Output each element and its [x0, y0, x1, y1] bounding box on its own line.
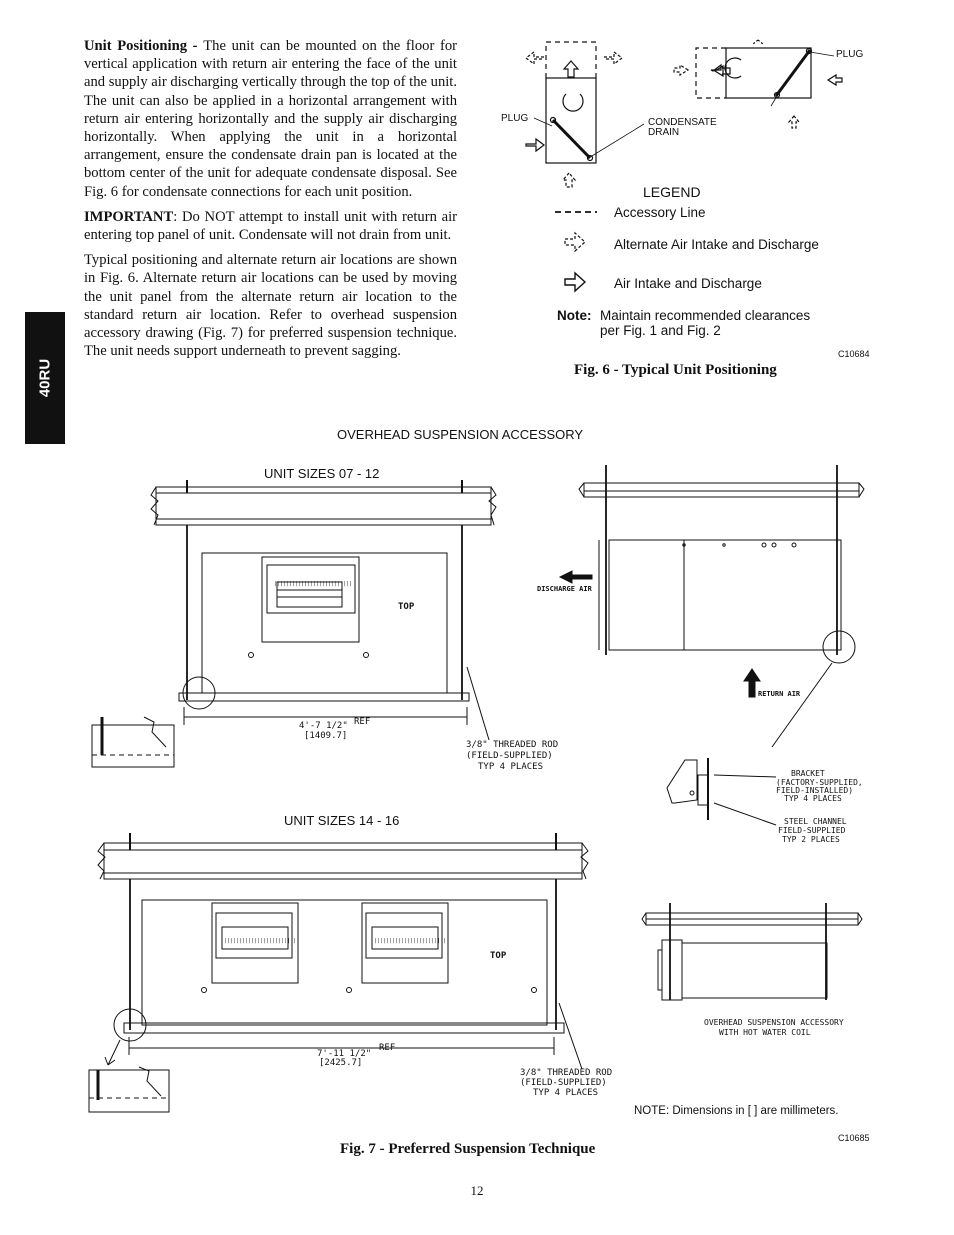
- bracket-detail: [667, 758, 863, 844]
- vertical-unit: [526, 42, 622, 187]
- rod-label-large-3: TYP 4 PLACES: [533, 1088, 599, 1098]
- dim-large-imperial: 7'-11 1/2": [317, 1049, 372, 1059]
- rod-label-small-2: (FIELD-SUPPLIED): [466, 751, 553, 761]
- alternate-air-icon: [565, 233, 585, 251]
- fig6-code: C10684: [838, 349, 870, 359]
- top-label-small: TOP: [398, 602, 415, 612]
- unit-sizes-14-16-label: UNIT SIZES 14 - 16: [284, 813, 400, 828]
- bracket-label-1: BRACKET: [791, 769, 825, 778]
- fig6-caption: Fig. 6 - Typical Unit Positioning: [574, 362, 777, 378]
- fig7-title: OVERHEAD SUSPENSION ACCESSORY: [337, 427, 584, 442]
- legend-title: LEGEND: [643, 184, 701, 200]
- dim-small-imperial: 4'-7 1/2": [299, 721, 348, 731]
- top-label-large: TOP: [490, 951, 507, 961]
- return-air-label: RETURN AIR: [758, 690, 801, 698]
- important-body: : Do NOT attempt to install unit with return air entering top panel of unit. Condensate will not drain from unit.: [84, 208, 457, 244]
- dim-small-ref: REF: [354, 717, 371, 727]
- dim-small-metric: [1409.7]: [304, 731, 348, 741]
- legend-alternate-air: Alternate Air Intake and Discharge: [614, 237, 819, 252]
- air-intake-icon: [565, 273, 585, 291]
- hot-water-coil-view: [642, 903, 862, 1037]
- arrow-up-icon: [564, 61, 578, 77]
- note-line1: Maintain recommended clearances: [600, 308, 811, 323]
- legend-air-intake: Air Intake and Discharge: [614, 276, 762, 291]
- condensate-label-line2: DRAIN: [648, 127, 680, 138]
- dimensions-note: NOTE: Dimensions in [ ] are millimeters.: [634, 1105, 839, 1117]
- alt-arrow-right-icon: [604, 52, 622, 64]
- rod-label-large-1: 3/8" THREADED ROD: [520, 1068, 613, 1078]
- paragraph-typical-positioning: Typical positioning and alternate return air locations are shown in Fig. 6. Alternate return air locations can be used by moving the unit panel from the alternate return air location to the standard return air location. Refer to overhead suspension accessory drawing (Fig. 7) for preferred suspension technique. The unit needs support underneath to prevent sagging.: [84, 252, 457, 360]
- rod-label-small-3: TYP 4 PLACES: [478, 762, 544, 772]
- dim-large-ref: REF: [379, 1043, 396, 1053]
- svg-text:||||||||||||||||||||||||||: ||||||||||||||||||||||||||: [274, 581, 353, 587]
- unit-sizes-07-12-label: UNIT SIZES 07 - 12: [264, 466, 380, 481]
- fig7-code: C10685: [838, 1133, 870, 1143]
- bracket-label-2: (FACTORY-SUPPLIED,: [776, 778, 863, 787]
- paragraph-important: [84, 208, 457, 244]
- svg-text:||||||||||||||||||||||||: ||||||||||||||||||||||||: [374, 938, 447, 944]
- alt-arrow-up-icon: [563, 173, 575, 187]
- hot-water-label-2: WITH HOT WATER COIL: [719, 1028, 811, 1037]
- unit-07-12-front-view: [92, 466, 558, 772]
- channel-label-1: STEEL CHANNEL: [784, 817, 847, 826]
- unit-side-view: [537, 465, 864, 747]
- legend-accessory-line: Accessory Line: [614, 205, 706, 220]
- fig6-diagram: [496, 36, 876, 381]
- alt-arrow-left-icon-2: [674, 65, 688, 75]
- note-line2: per Fig. 1 and Fig. 2: [600, 323, 721, 338]
- arrow-left-icon-3: [828, 75, 842, 85]
- hot-water-label-1: OVERHEAD SUSPENSION ACCESSORY: [704, 1018, 844, 1027]
- important-label: IMPORTANT: [84, 208, 174, 225]
- paragraph-unit-positioning: [84, 37, 457, 201]
- condensate-label-line1: CONDENSATE: [648, 117, 717, 128]
- plug-label-left: PLUG: [501, 113, 529, 124]
- side-tab-label: 40RU: [36, 358, 54, 398]
- discharge-arrow-icon: [560, 571, 592, 583]
- plug-label-right: PLUG: [836, 49, 864, 60]
- alt-arrow-up-icon-2: [789, 116, 799, 128]
- channel-label-3: TYP 2 PLACES: [782, 835, 840, 844]
- alt-arrow-left-icon: [526, 52, 544, 64]
- side-tab: [25, 312, 65, 444]
- discharge-air-label: DISCHARGE AIR: [537, 585, 592, 593]
- unit-14-16-front-view: [89, 813, 612, 1112]
- page-number: 12: [470, 1183, 484, 1198]
- fig7-caption: Fig. 7 - Preferred Suspension Technique: [340, 1141, 596, 1157]
- paragraph-body: The unit can be mounted on the floor for vertical application with return air entering the face of the unit and supply air discharging vertically through the top of the unit. The unit can also be applied in a horizontal arrangement with return air entering horizontally and the supply air discharging horizontally. When applying the unit in a horizontal arrangement, ensure the condensate drain pan is located at the bottom center of the unit for adequate condensate disposal. See Fig. 6 for condensate connections for each unit position.: [84, 38, 458, 200]
- rod-label-large-2: (FIELD-SUPPLIED): [520, 1078, 607, 1088]
- channel-label-2: FIELD-SUPPLIED: [778, 826, 846, 835]
- rod-label-small-1: 3/8" THREADED ROD: [466, 740, 559, 750]
- note-label: Note:: [557, 308, 592, 323]
- fig7-diagram: [84, 425, 874, 1160]
- arrow-right-icon: [526, 139, 544, 151]
- bracket-label-3: FIELD-INSTALLED): [776, 786, 854, 795]
- body-text: [84, 37, 457, 367]
- svg-text:||||||||||||||||||||||||: ||||||||||||||||||||||||: [224, 938, 297, 944]
- dim-large-metric: [2425.7]: [319, 1058, 363, 1068]
- bracket-label-4: TYP 4 PLACES: [784, 794, 842, 803]
- paragraph-heading: Unit Positioning -: [84, 38, 204, 54]
